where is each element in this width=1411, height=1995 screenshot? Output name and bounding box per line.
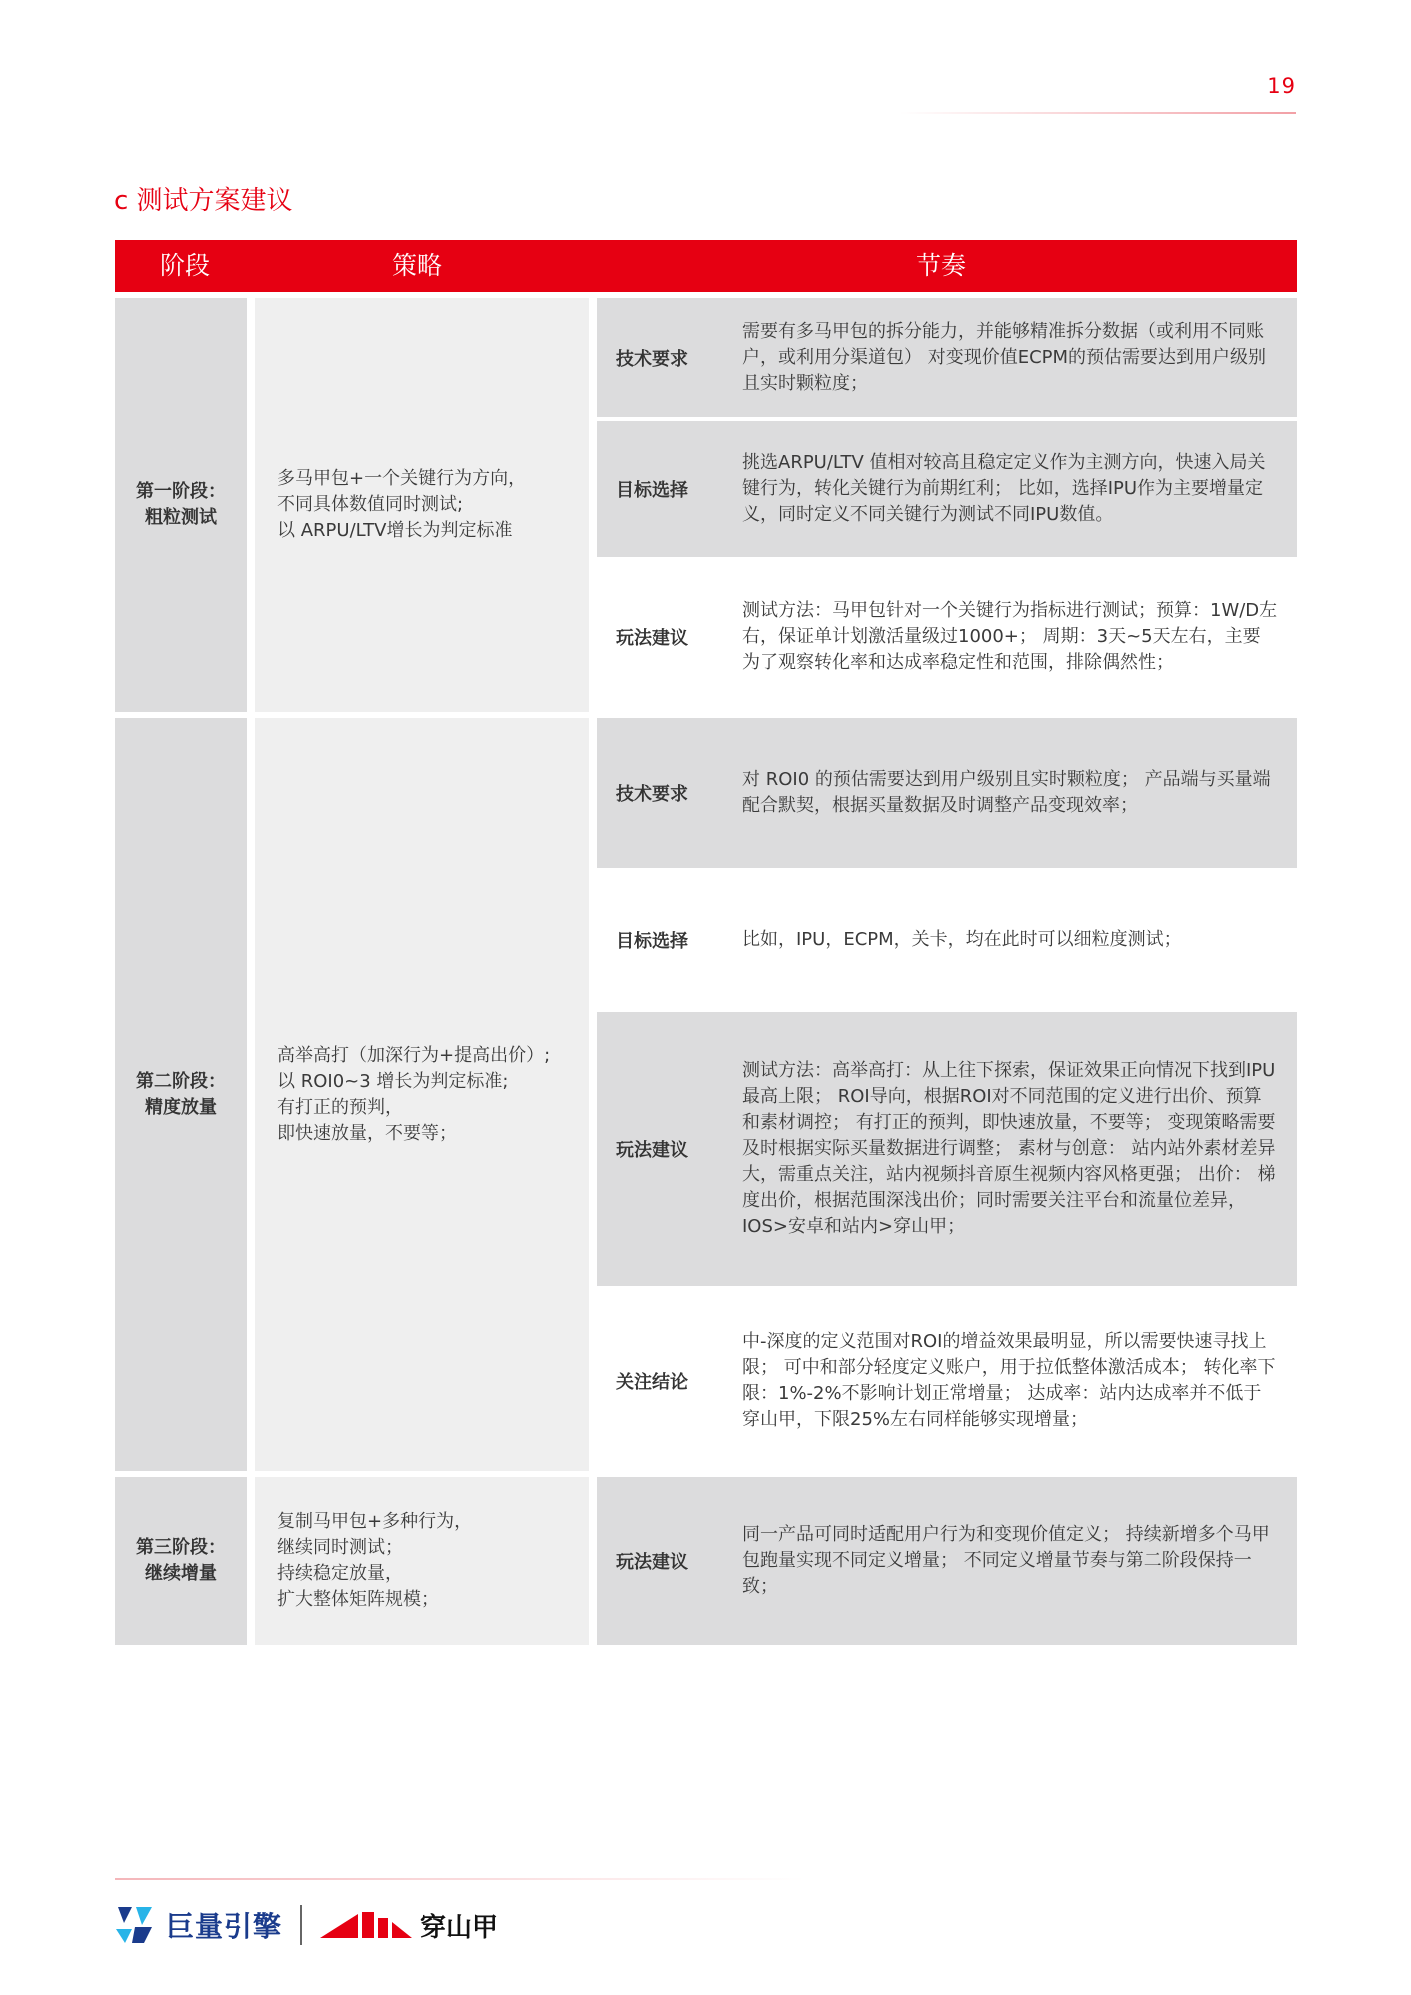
strategy-text: 复制马甲包+多种行为， 继续同时测试； 持续稳定放量， 扩大整体矩阵规模；: [277, 1511, 473, 1610]
row-label: 目标选择: [616, 480, 688, 501]
rhythm-row: [597, 1290, 1297, 1471]
row-text: 测试方法：高举高打：从上往下探索，保证效果正向情况下找到IPU最高上限； ROI导向，根据ROI对不同范围的定义进行出价、预算和素材调控； 有打正的预判，即快速放量，不要等； 变现策略需要及时根据实际买量数据进行调整； 素材与创意： 站内站外素材差异大，需重点关注，站内视频抖音原生视频内容风格更强； 出价： 梯度出价，根据范围深浅出价；同时需要关注平台和流量位差异，IOS>安卓和站内>穿山甲；: [742, 1060, 1276, 1237]
row-text: 中-深度的定义范围对ROI的增益效果最明显，所以需要快速寻找上限； 可中和部分轻度定义账户，用于拉低整体激活成本； 转化率下限：1%-2%不影响计划正常增量； 达成率：站内达成率并不低于穿山甲，下限25%左右同样能够实现增量；: [742, 1330, 1276, 1430]
row-text: 对 ROI0 的预估需要达到用户级别且实时颗粒度； 产品端与买量端配合默契，根据买量数据及时调整产品变现效率；: [742, 769, 1271, 816]
stage-label: 第二阶段： 精度放量: [136, 1070, 226, 1118]
row-label: 目标选择: [616, 931, 688, 952]
row-label: 关注结论: [616, 1371, 688, 1393]
rhythm-row: [597, 561, 1297, 712]
rhythm-row: [597, 1477, 1297, 1645]
page-number: 19: [1267, 74, 1296, 98]
stage-cell-1: [115, 298, 247, 712]
strategy-cell-1: [255, 298, 589, 712]
row-label: 玩法建议: [616, 627, 688, 649]
rhythm-row: [597, 421, 1297, 557]
pangle-logo-icon: [318, 1908, 414, 1942]
row-text: 比如，IPU，ECPM，关卡，均在此时可以细粒度测试；: [742, 929, 1182, 950]
row-text: 挑选ARPU/LTV 值相对较高且稳定定义作为主测方向，快速入局关键行为，转化关键行为前期红利； 比如，选择IPU作为主要增量定义，同时定义不同关键行为测试不同IPU数值。: [742, 452, 1266, 525]
table-header: [115, 240, 1297, 292]
stage-cell-2: [115, 718, 247, 1471]
rhythm-row: [597, 298, 1297, 417]
strategy-text: 高举高打（加深行为+提高出价）; 以 ROI0~3 增长为判定标准; 有打正的预判， 即快速放量，不要等；: [277, 1044, 551, 1144]
strategy-cell-2: [255, 718, 589, 1471]
row-label: 玩法建议: [616, 1552, 688, 1573]
row-label: 技术要求: [616, 348, 688, 370]
strategy-text: 多马甲包+一个关键行为方向， 不同具体数值同时测试; 以 ARPU/LTV增长为判定标准: [277, 468, 527, 541]
rhythm-row: [597, 1012, 1297, 1286]
rhythm-row: [597, 872, 1297, 1008]
brand-divider: [300, 1905, 302, 1945]
top-divider: [900, 112, 1296, 114]
rhythm-row: [597, 718, 1297, 868]
header-strategy: 策略: [392, 251, 443, 280]
brand-pangle: 穿山甲: [420, 1912, 499, 1943]
bottom-divider: [115, 1878, 805, 1880]
strategy-cell-3: [255, 1477, 589, 1645]
row-text: 同一产品可同时适配用户行为和变现价值定义； 持续新增多个马甲包跑量实现不同定义增量； 不同定义增量节奏与第二阶段保持一致；: [742, 1524, 1270, 1597]
header-stage: 阶段: [160, 251, 211, 280]
stage-cell-3: [115, 1477, 247, 1645]
stage-label: 第一阶段： 粗粒测试: [136, 481, 226, 528]
row-label: 玩法建议: [616, 1140, 688, 1161]
footer-brand: [112, 1902, 498, 1948]
stage-label: 第三阶段： 继续增量: [136, 1537, 226, 1584]
row-label: 技术要求: [616, 784, 688, 805]
row-text: 测试方法：马甲包针对一个关键行为指标进行测试；预算：1W/D左右，保证单计划激活量级过1000+； 周期：3天~5天左右，主要为了观察转化率和达成率稳定性和范围，排除偶然性；: [742, 599, 1278, 673]
header-rhythm: 节奏: [916, 251, 967, 280]
section-title: c 测试方案建议: [114, 186, 293, 216]
brand-ocean-engine: 巨量引擎: [166, 1910, 283, 1943]
ocean-engine-logo-icon: [112, 1903, 158, 1947]
row-text: 需要有多马甲包的拆分能力，并能够精准拆分数据（或利用不同账户，或利用分渠道包） 对变现价值ECPM的预估需要达到用户级别且实时颗粒度；: [742, 320, 1267, 394]
